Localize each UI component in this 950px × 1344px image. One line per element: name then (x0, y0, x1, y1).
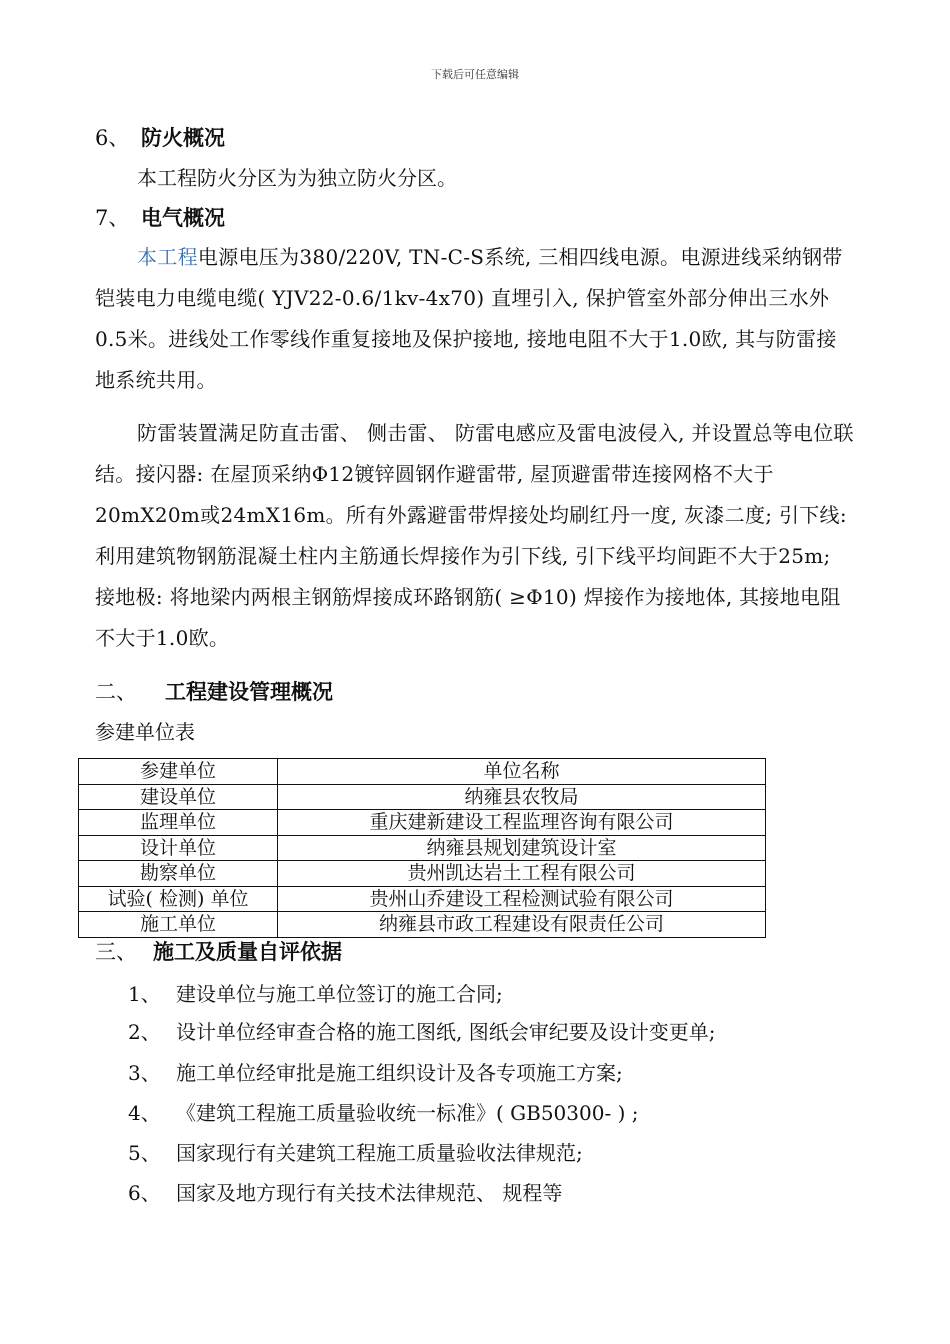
list-item (128, 1017, 715, 1047)
list-item-number: 5、 (128, 1141, 161, 1165)
list-item-number: 2、 (128, 1020, 161, 1044)
table-cell-role: 监理单位 (79, 810, 278, 836)
table-row (79, 835, 766, 861)
list-item-text: 国家及地方现行有关技术法律规范、 规程等 (176, 1181, 563, 1205)
heading-management-number: 二、 (95, 680, 137, 704)
list-item (128, 1058, 623, 1088)
list-item (128, 1098, 638, 1128)
electric-highlight: 本工程 (137, 245, 198, 269)
table-cell-name: 纳雍县市政工程建设有限责任公司 (278, 912, 766, 938)
electric-para2-text: 防雷装置满足防直击雷、 侧击雷、 防雷电感应及雷电波侵入, 并设置总等电位联结。接闪器: 在屋顶采纳Φ12镀锌圆钢作避雷带, 屋顶避雷带连接网格不大于20mX20m或24mX16m。所有外露避雷带焊接处均刷红丹一度, 灰漆二度; 引下线: 利用建筑物钢筋混凝土柱内主筋通长焊接作为引下线, 引下线平均间距不大于25m; 接地极: 将地梁内两根主钢筋焊接成环路钢筋( ≥Φ10) 焊接作为接地体, 其接地电阻不大于1.0欧。 (95, 421, 854, 650)
electric-para1-text: 电源电压为380/220V, TN-C-S系统, 三相四线电源。电源进线采纳钢带铠装电力电缆电缆( YJV22-0.6/1kv-4x70) 直埋引入, 保护管室外部分伸出三水外0.5米。进线处工作零线作重复接地及保护接地, 接地电阻不大于1.0欧, 其与防雷接地系统共用。 (95, 245, 843, 392)
heading-fire-title: 防火概况 (141, 125, 225, 150)
heading-management-title: 工程建设管理概况 (165, 679, 333, 704)
heading-management (95, 677, 333, 707)
heading-electric-number: 7、 (95, 206, 130, 230)
electric-paragraph-2 (95, 413, 855, 659)
table-cell-name: 贵州凯达岩土工程有限公司 (278, 861, 766, 887)
table-cell-role: 勘察单位 (79, 861, 278, 887)
table-caption: 参建单位表 (95, 720, 195, 744)
fire-text: 本工程防火分区为为独立防火分区。 (137, 166, 457, 190)
table-row (79, 810, 766, 836)
list-item-text: 国家现行有关建筑工程施工质量验收法律规范; (176, 1141, 583, 1165)
heading-fire (95, 123, 225, 153)
heading-electric-title: 电气概况 (141, 205, 225, 230)
heading-electric (95, 203, 225, 233)
table-row (79, 912, 766, 938)
list-item-number: 1、 (128, 982, 161, 1006)
list-item (128, 1178, 562, 1208)
list-item (128, 1138, 583, 1168)
heading-basis-number: 三、 (95, 940, 137, 964)
electric-paragraph-1 (95, 237, 855, 401)
table-cell-name: 重庆建新建设工程监理咨询有限公司 (278, 810, 766, 836)
table-cell-role: 施工单位 (79, 912, 278, 938)
table-cell-name: 纳雍县农牧局 (278, 784, 766, 810)
table-header-row (79, 759, 766, 785)
table-row (79, 886, 766, 912)
table-cell-role: 试验( 检测) 单位 (79, 886, 278, 912)
list-item-text: 施工单位经审批是施工组织设计及各专项施工方案; (176, 1061, 623, 1085)
heading-basis-title: 施工及质量自评依据 (153, 939, 342, 964)
list-item-text: 建设单位与施工单位签订的施工合同; (176, 982, 503, 1006)
list-item-number: 6、 (128, 1181, 161, 1205)
table-header-cell: 参建单位 (79, 759, 278, 785)
list-item-number: 4、 (128, 1101, 161, 1125)
table-cell-name: 贵州山乔建设工程检测试验有限公司 (278, 886, 766, 912)
units-table (78, 758, 766, 938)
list-item (128, 979, 503, 1009)
list-item-text: 设计单位经审查合格的施工图纸, 图纸会审纪要及设计变更单; (176, 1020, 716, 1044)
table-cell-name: 纳雍县规划建筑设计室 (278, 835, 766, 861)
heading-fire-number: 6、 (95, 126, 130, 150)
table-cell-role: 建设单位 (79, 784, 278, 810)
table-header-cell: 单位名称 (278, 759, 766, 785)
table-row (79, 784, 766, 810)
table-cell-role: 设计单位 (79, 835, 278, 861)
list-item-number: 3、 (128, 1061, 161, 1085)
list-item-text: 《建筑工程施工质量验收统一标准》( GB50300- ) ; (176, 1101, 639, 1125)
heading-basis (95, 937, 342, 967)
header-note: 下载后可任意编辑 (431, 68, 519, 81)
table-row (79, 861, 766, 887)
